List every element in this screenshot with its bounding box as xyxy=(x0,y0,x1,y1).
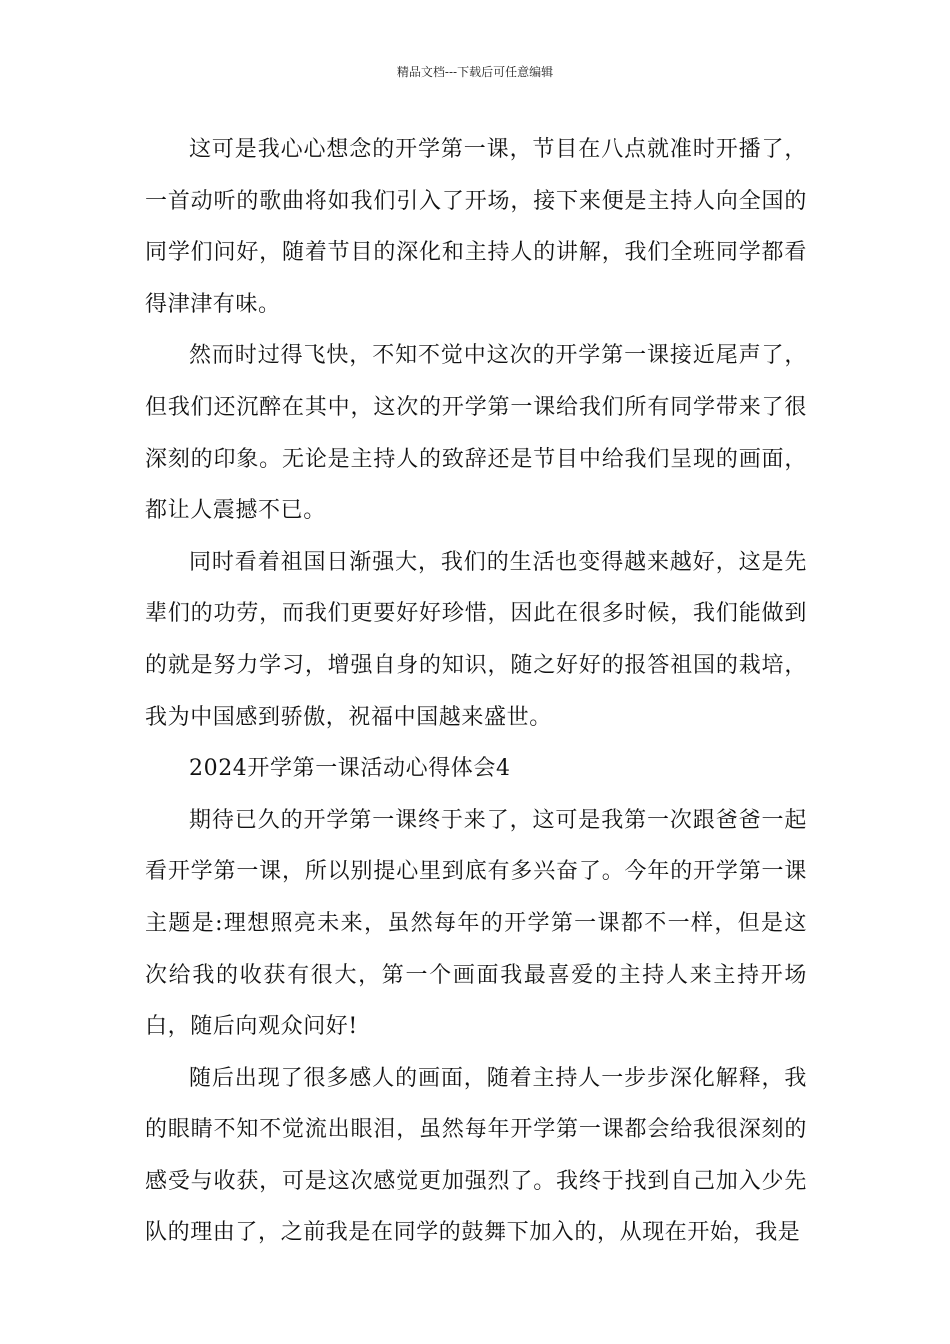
section-heading: 2024开学第一课活动心得体会4 xyxy=(189,756,511,782)
paragraph-5: 随后出现了很多感人的画面，随着主持人一步步深化解释，我的眼睛不知不觉流出眼泪，虽然每年开学第一课都会给我很深刻的感受与收获，可是这次感觉更加强烈了。我终于找到自己加入少先队的理由了，之前我是在同学的鼓舞下加入的，从现在开始，我是 xyxy=(145,1065,807,1246)
paragraph-3: 同时看着祖国日渐强大，我们的生活也变得越来越好，这是先辈们的功劳，而我们更要好好珍惜，因此在很多时候，我们能做到的就是努力学习，增强自身的知识，随之好好的报答祖国的栽培，我为中国感到骄傲，祝福中国越来盛世。 xyxy=(145,549,807,730)
page-header: 精品文档---下载后可任意编辑 xyxy=(396,65,554,79)
paragraph-1: 这可是我心心想念的开学第一课，节目在八点就准时开播了，一首动听的歌曲将如我们引入了开场，接下来便是主持人向全国的同学们问好，随着节目的深化和主持人的讲解，我们全班同学都看得津津有味。 xyxy=(145,137,807,317)
paragraph-2: 然而时过得飞快，不知不觉中这次的开学第一课接近尾声了，但我们还沉醉在其中，这次的开学第一课给我们所有同学带来了很深刻的印象。无论是主持人的致辞还是节目中给我们呈现的画面，都让人震撼不已。 xyxy=(145,343,807,524)
document-body xyxy=(145,124,807,1259)
paragraph-4: 期待已久的开学第一课终于来了，这可是我第一次跟爸爸一起看开学第一课，所以别提心里到底有多兴奋了。今年的开学第一课主题是:理想照亮未来，虽然每年的开学第一课都不一样，但是这次给我的收获有很大，第一个画面我最喜爱的主持人来主持开场白，随后向观众问好! xyxy=(145,807,807,1040)
